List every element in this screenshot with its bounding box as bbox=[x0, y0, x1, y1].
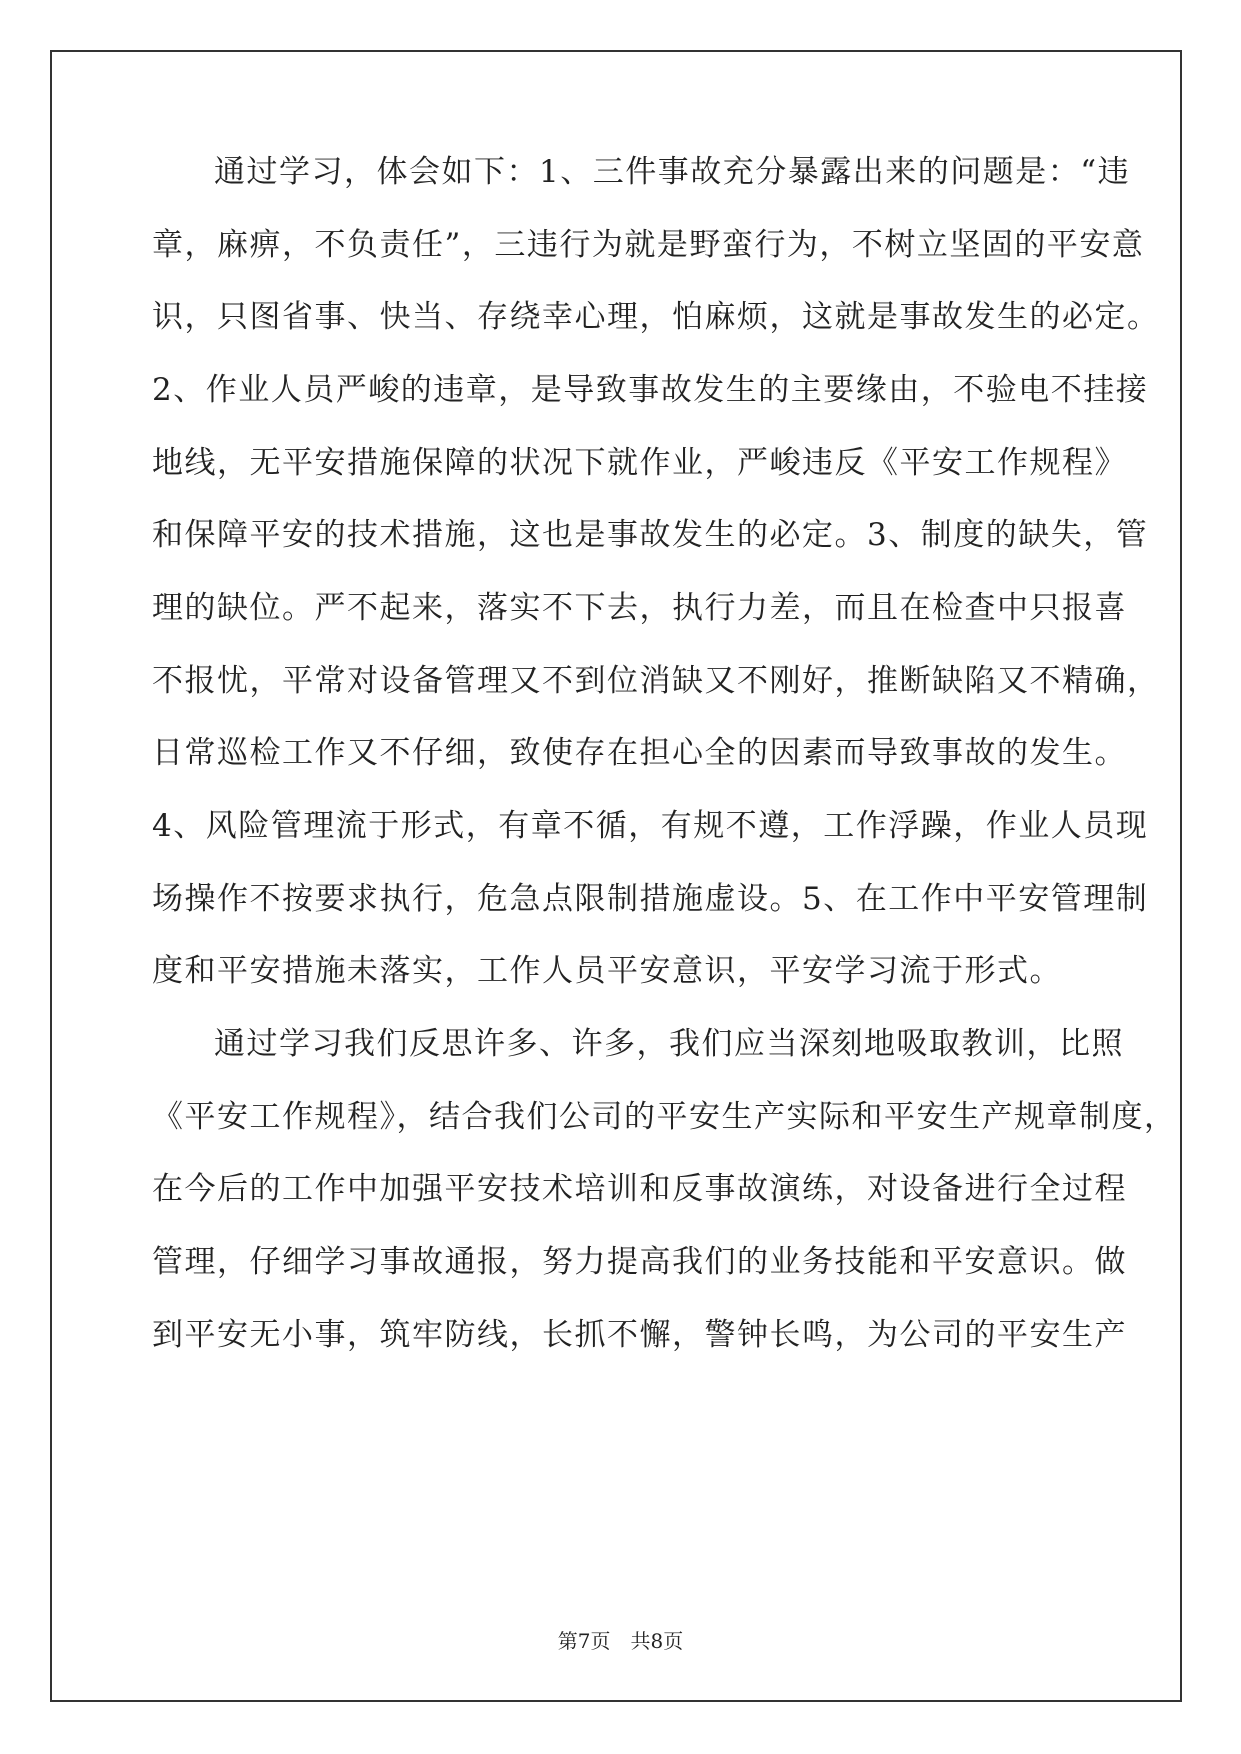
paragraph-1-line-8: 不报忧，平常对设备管理又不到位消缺又不刚好，推断缺陷又不精确， bbox=[152, 663, 1160, 699]
paragraph-2-line-3: 在今后的工作中加强平安技术培训和反事故演练，对设备进行全过程 bbox=[152, 1171, 1127, 1207]
paragraph-1-line-9: 日常巡检工作又不仔细，致使存在担心全的因素而导致事故的发生。 bbox=[152, 735, 1127, 771]
paragraph-1-line-4: 2、作业人员严峻的违章，是导致事故发生的主要缘由，不验电不挂接 bbox=[152, 372, 1149, 408]
paragraph-2-line-2: 《平安工作规程》，结合我们公司的平安生产实际和平安生产规章制度， bbox=[152, 1099, 1177, 1135]
paragraph-2-line-4: 管理，仔细学习事故通报，努力提高我们的业务技能和平安意识。做 bbox=[152, 1244, 1127, 1280]
paragraph-1-line-2: 章，麻痹，不负责任”，三违行为就是野蛮行为，不树立坚固的平安意 bbox=[152, 227, 1145, 263]
paragraph-1-line-11: 场操作不按要求执行，危急点限制措施虚设。5、在工作中平安管理制 bbox=[152, 881, 1149, 917]
paragraph-1-line-5: 地线，无平安措施保障的状况下就作业，严峻违反《平安工作规程》 bbox=[152, 445, 1127, 481]
page-number-footer: 第7页 共8页 bbox=[557, 1629, 684, 1653]
paragraph-1-line-12: 度和平安措施未落实，工作人员平安意识，平安学习流于形式。 bbox=[152, 953, 1062, 989]
paragraph-1-line-6: 和保障平安的技术措施，这也是事故发生的必定。3、制度的缺失，管 bbox=[152, 517, 1149, 553]
paragraph-1-line-3: 识，只图省事、快当、存绕幸心理，怕麻烦，这就是事故发生的必定。 bbox=[152, 299, 1160, 335]
paragraph-1-line-1: 通过学习，体会如下：1、三件事故充分暴露出来的问题是：“违 bbox=[214, 154, 1131, 190]
paragraph-2-line-5: 到平安无小事，筑牢防线，长抓不懈，警钟长鸣，为公司的平安生产 bbox=[152, 1317, 1127, 1353]
paragraph-2-line-1: 通过学习我们反思许多、许多，我们应当深刻地吸取教训，比照 bbox=[214, 1026, 1124, 1062]
paragraph-1-line-10: 4、风险管理流于形式，有章不循，有规不遵，工作浮躁，作业人员现 bbox=[152, 808, 1149, 844]
paragraph-1-line-7: 理的缺位。严不起来，落实不下去，执行力差，而且在检查中只报喜 bbox=[152, 590, 1127, 626]
